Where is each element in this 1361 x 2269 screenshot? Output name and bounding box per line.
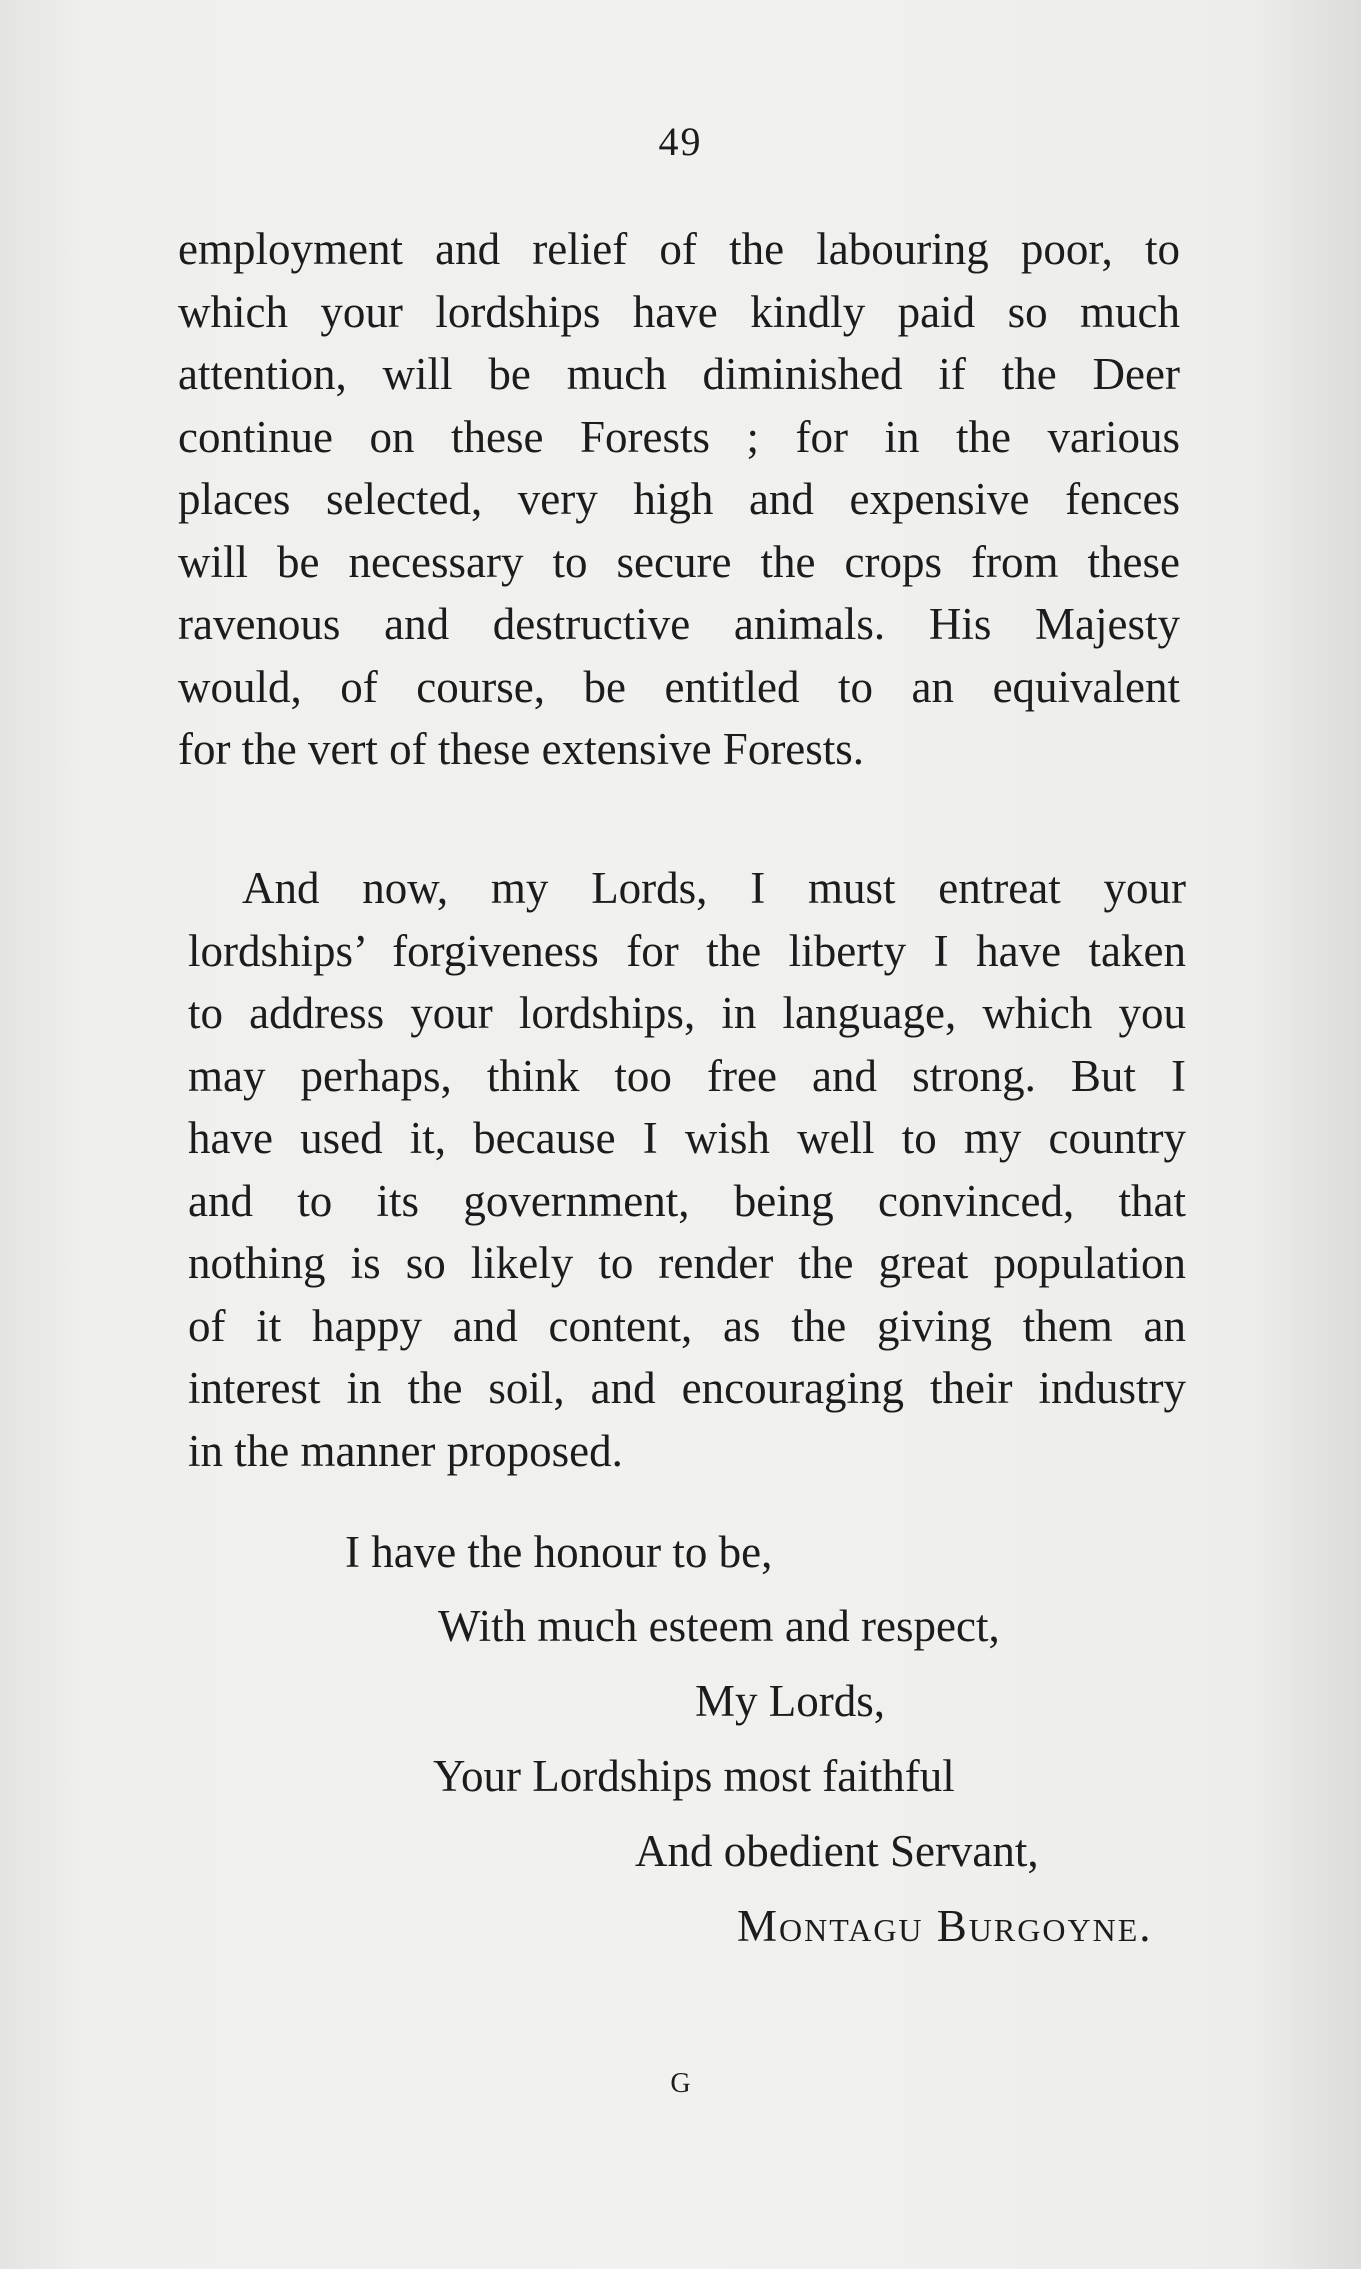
closing-line-5: And obedient Servant, [635, 1826, 1039, 1876]
text-line: to address your lordships, in language, which you [188, 988, 1186, 1038]
page-number: 49 [658, 119, 703, 164]
closing-line-1: I have the honour to be, [345, 1527, 773, 1577]
paragraph-1 [178, 218, 1180, 781]
text-line: employment and relief of the labouring poor, to [178, 224, 1180, 274]
author-signature: Montagu Burgoyne. [737, 1901, 1153, 1951]
salutation: My Lords, [695, 1676, 885, 1726]
signature-mark: G [670, 2068, 691, 2099]
text-line: would, of course, be entitled to an equivalent [178, 661, 1180, 712]
text-line: places selected, very high and expensive fences [178, 474, 1180, 524]
text-line: will be necessary to secure the crops from these [178, 536, 1180, 587]
text-line: And now, my Lords, I must entreat your [242, 863, 1186, 913]
text-line: continue on these Forests ; for in the various [178, 411, 1180, 462]
text-line: have used it, because I wish well to my country [188, 1113, 1186, 1163]
text-line: ravenous and destructive animals. His Majesty [178, 599, 1180, 649]
closing-line-4: Your Lordships most faithful [433, 1751, 955, 1801]
text-line: and to its government, being convinced, that [188, 1175, 1186, 1226]
text-line: in the manner proposed. [188, 1425, 623, 1476]
text-line: interest in the soil, and encouraging their industry [188, 1363, 1186, 1413]
text-line: attention, will be much diminished if the Deer [178, 349, 1180, 399]
text-line: nothing is so likely to render the great population [188, 1238, 1186, 1288]
text-line: lordships’ forgiveness for the liberty I have taken [188, 925, 1186, 976]
closing-line-2: With much esteem and respect, [438, 1601, 1000, 1651]
text-line: for the vert of these extensive Forests. [178, 724, 865, 774]
text-line: may perhaps, think too free and strong. But I [188, 1050, 1186, 1101]
text-line: which your lordships have kindly paid so much [178, 286, 1180, 337]
paragraph-2 [188, 857, 1186, 1482]
text-line: of it happy and content, as the giving them an [188, 1300, 1186, 1351]
